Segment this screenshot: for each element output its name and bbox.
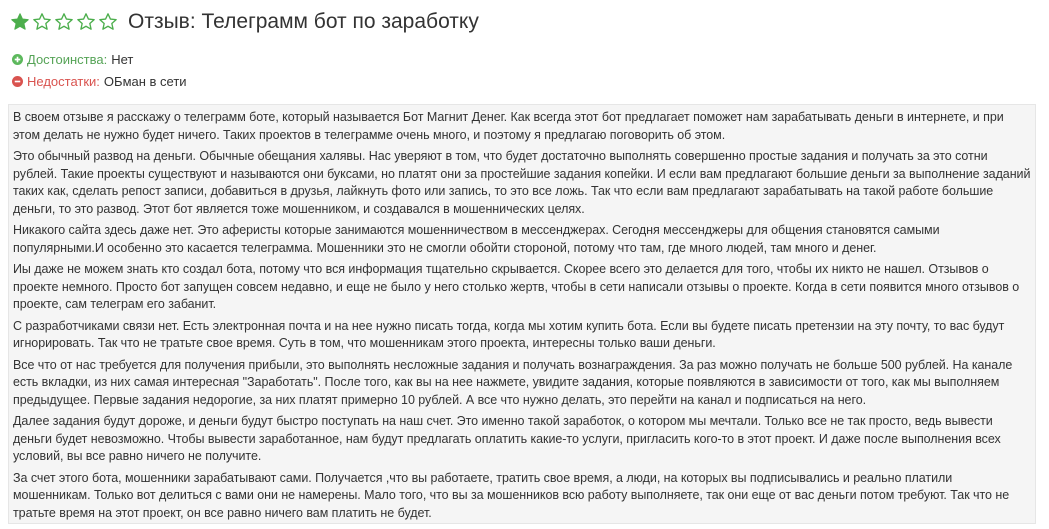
review-header	[10, 6, 479, 38]
review-paragraph: Это обычный развод на деньги. Обычные обещания халявы. Нас уверяют в том, что будет достаточно выполнять совершенно простые задания и получать за это сотни рублей. Такие проекты существуют и называются они буксами, но платят они за простейшие задания копейки. И если вам предлагают большие деньги за выполнение заданий таких как, сделать репост записи, добавиться в друзья, лайкнуть фото или запись, то это все ложь. Так что если вам предлагают зарабатывать на такой работе большие деньги, то это развод. Этот бот является тоже мошенником, и создавался в мошеннических целях.	[13, 149, 1031, 216]
star-empty-icon	[54, 12, 74, 32]
cons-row	[12, 74, 187, 89]
star-filled-icon	[10, 12, 30, 32]
star-empty-icon	[32, 12, 52, 32]
pros-value: Нет	[111, 52, 134, 67]
plus-circle-icon	[12, 54, 23, 65]
review-paragraph: В своем отзыве я расскажу о телеграмм боте, который называется Бот Магнит Денег. Как всегда этот бот предлагает поможет нам зарабатывать деньги в интернете, и при этом делать не нужно будет ничего. Таких проектов в телеграмме очень много, и поэтому я предлагаю поговорить об этом.	[13, 110, 1004, 142]
review-paragraph: С разработчиками связи нет. Есть электронная почта и на нее нужно писать тогда, когда мы хотим купить бота. Если вы будете писать претензии на эту почту, то вас будут игнорировать. Так что не тратьте свое время. Суть в том, что мошенникам этого проекта, интересны только ваши деньги.	[13, 318, 1005, 350]
star-empty-icon	[76, 12, 96, 32]
review-paragraph: За счет этого бота, мошенники зарабатывают сами. Получается ,что вы работаете, тратить свое время, а люди, на которых вы подписывались и реально платили мошенникам. Только вот делиться с вами они не намерены. Мало того, что вы за мошенников всю работу выполняете, так они еще от вас деньги потом требуют. Так что не тратьте время на этот проект, он все равно ничего вам платить не будет.	[13, 470, 1010, 520]
cons-value: ОБман в сети	[103, 74, 187, 89]
star-empty-icon	[98, 12, 118, 32]
star-rating	[10, 12, 118, 32]
pros-row	[12, 52, 133, 67]
review-paragraph: Все что от нас требуется для получения прибыли, это выполнять несложные задания и получать вознаграждения. За раз можно получать не больше 500 рублей. На канале есть вкладки, из них самая интересная "Заработать". После того, как вы на нее нажмете, увидите задания, которые появляются в зависимости от того, как мы выполняем предыдущее. Первые задания недорогие, за них платят примерно 10 рублей. А все что нужно делать, это перейти на канал и подписаться на него.	[13, 357, 1013, 407]
review-paragraph: Иы даже не можем знать кто создал бота, потому что вся информация тщательно скрывается. Скорее всего это делается для того, чтобы их никто не нашел. Отзывов о проекте немного. Просто бот запущен совсем недавно, и еще не было у него столько жертв, чтобы в сети написали отзывы о проекте. Когда в сети появится много отзывов о проекте, сам телеграм его забанит.	[13, 262, 1020, 311]
minus-circle-icon	[12, 76, 23, 87]
cons-label: Недостатки:	[27, 74, 100, 89]
review-paragraph: Далее задания будут дороже, и деньги будут быстро поступать на наш счет. Это именно такой заработок, о котором мы мечтали. Только все не так просто, ведь вывести деньги будет невозможно. Чтобы вывести заработанное, нам будут предлагать оплатить какие-то услуги, пригласить кого-то в этот проект. И даже после выполнения всех условий, вы все равно ничего не получите.	[13, 414, 1001, 463]
review-title: Отзыв: Телеграмм бот по заработку	[128, 10, 479, 33]
pros-label: Достоинства:	[27, 52, 108, 67]
review-body	[8, 104, 1036, 524]
review-paragraph: Никакого сайта здесь даже нет. Это аферисты которые занимаются мошенничеством в мессенджерах. Сегодня мессенджеры для общения становятся самыми популярными.И особенно это касается телеграмма. Мошенники это не смогли обойти стороной, потому что там, где много людей, там много и денег.	[13, 223, 940, 255]
